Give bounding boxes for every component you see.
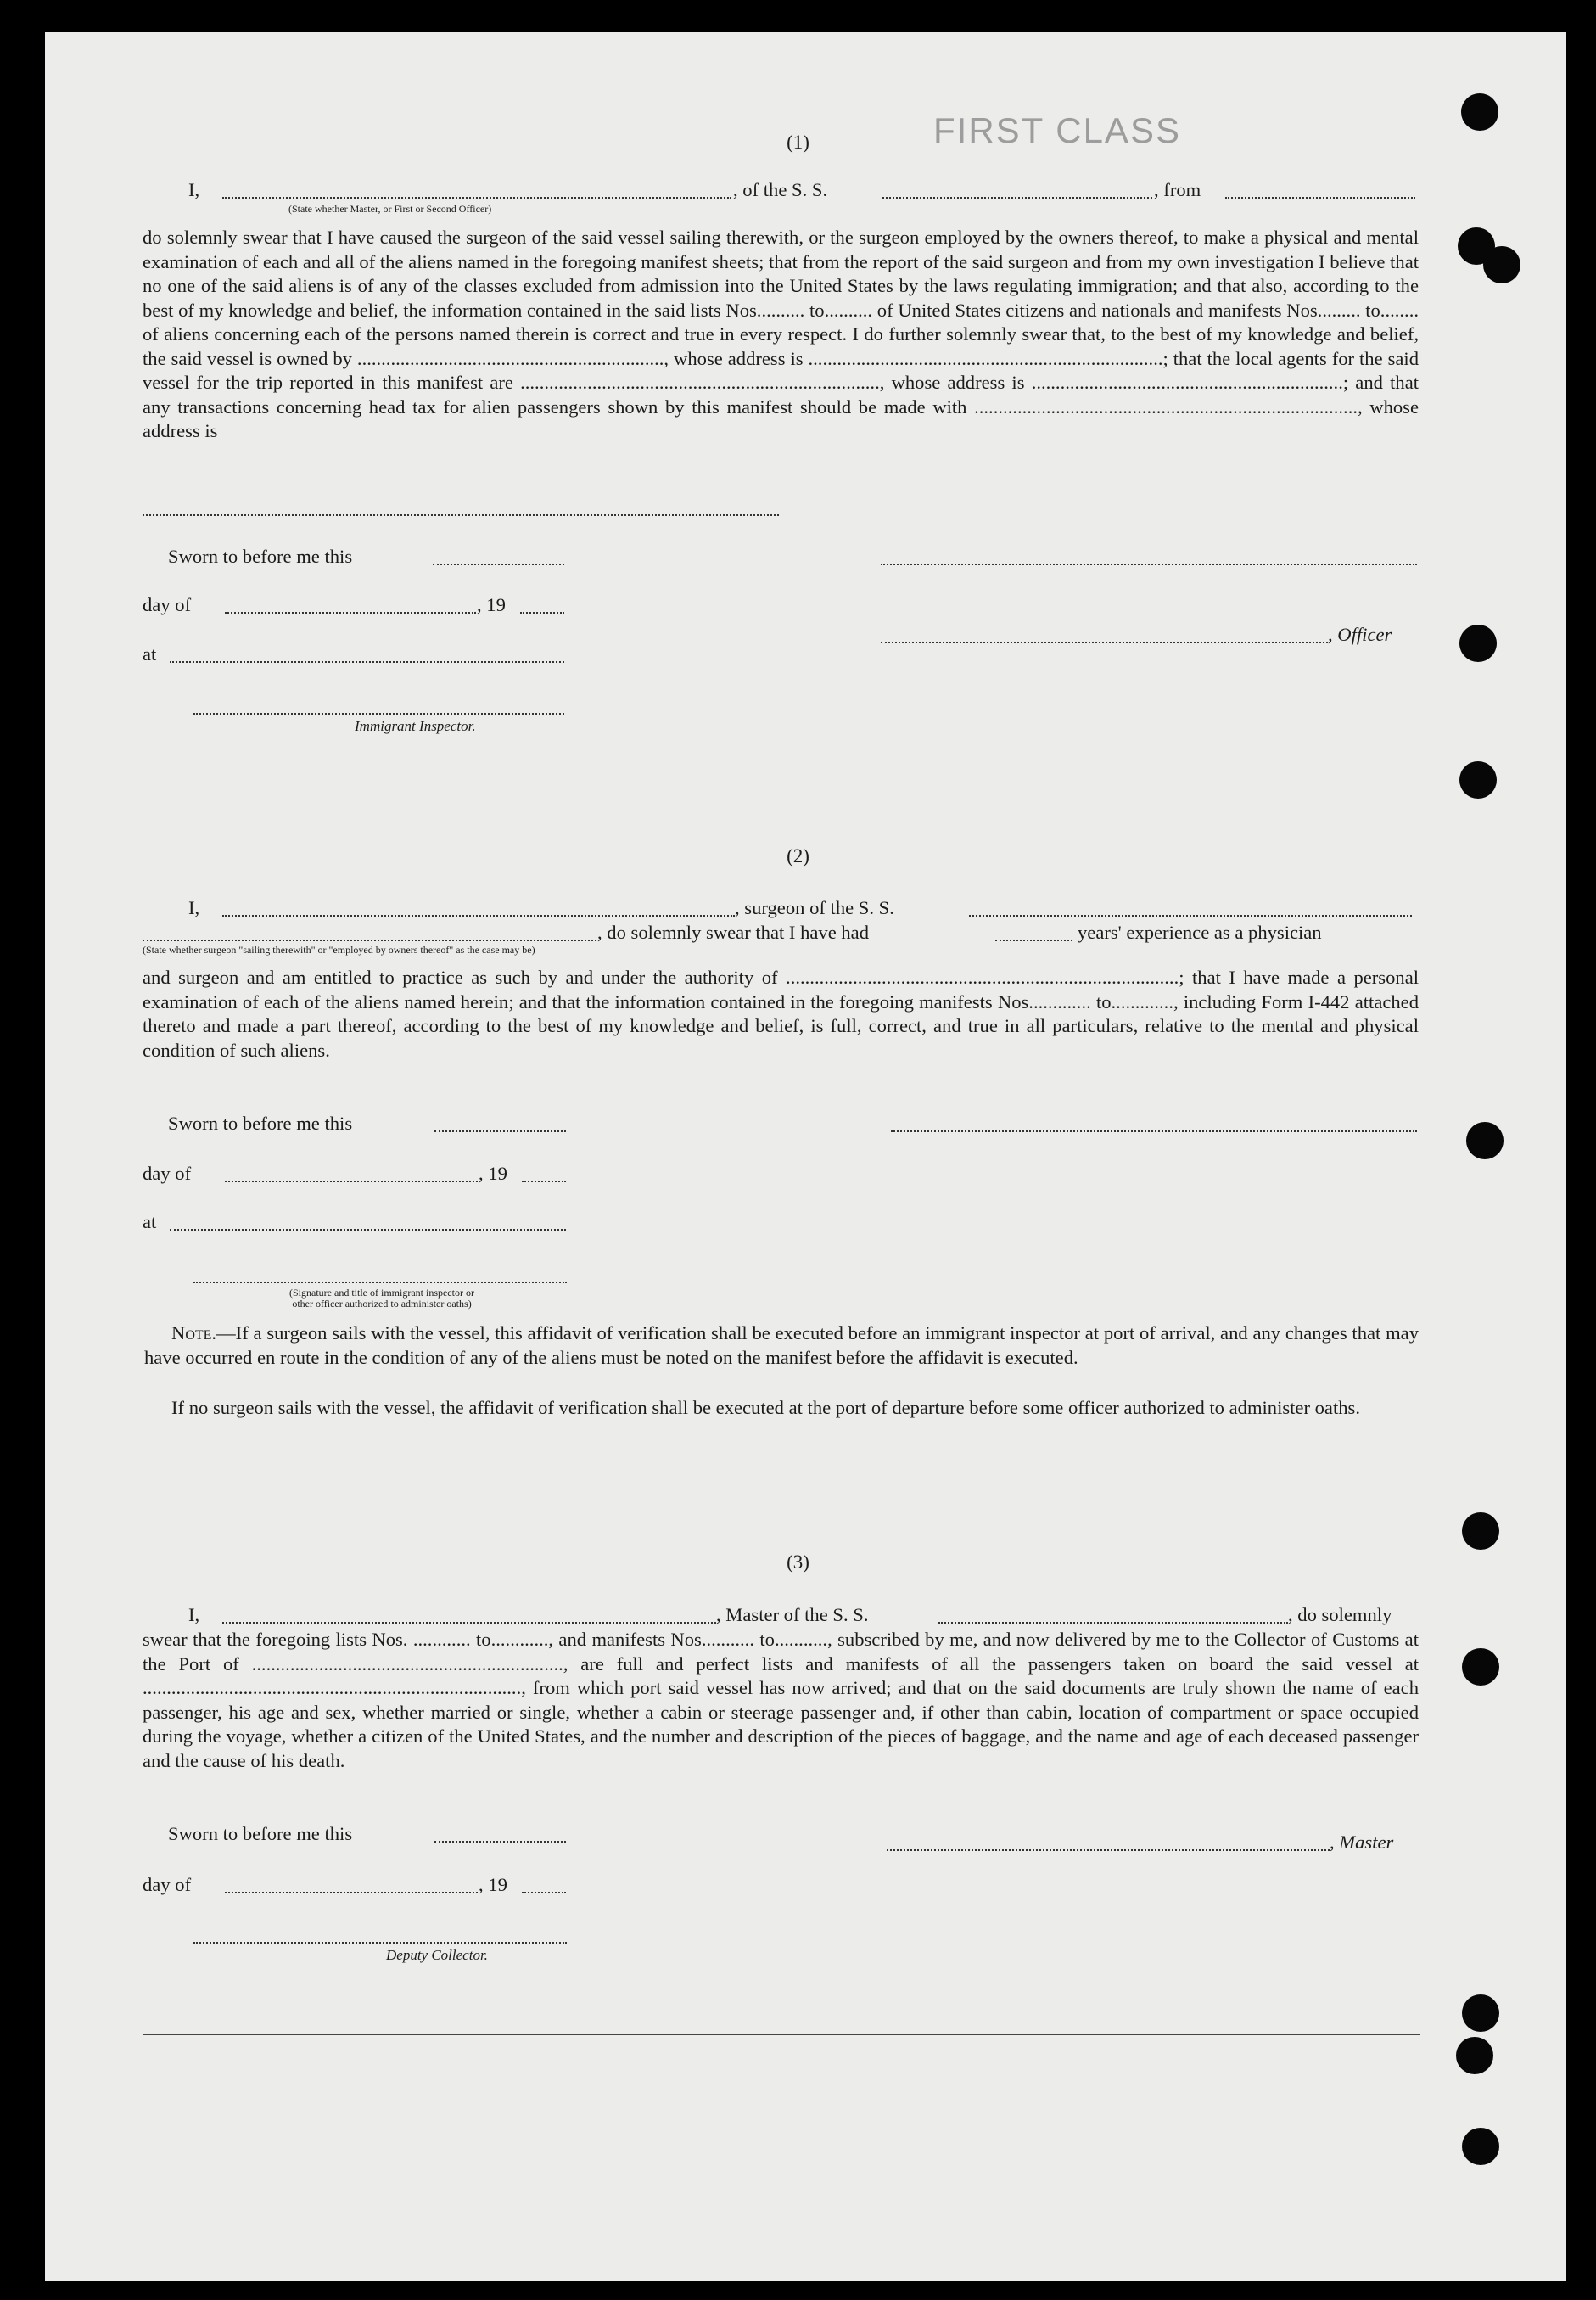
note-paragraph-1 bbox=[144, 1321, 1419, 1370]
section-2-affidavit-text: and surgeon and am entitled to practice as such by and under the authority of ..................................................................................; that I have made a personal examination of each of the aliens named herein; and that the information contained in the foregoing manifests Nos............. to............., including Form I-442 attached thereto and made a part thereof, according to the best of my knowledge and belief, is full, correct, and true in all particulars, relative to the mental and physical condition of such aliens. bbox=[143, 967, 1419, 1061]
at-label-2: at bbox=[143, 1211, 157, 1232]
day-of-label: day of bbox=[143, 594, 192, 615]
signature-hint-2: other officer authorized to administer oaths) bbox=[292, 1298, 472, 1310]
inspector-signature-field[interactable] bbox=[193, 711, 564, 715]
authorized-officer-signature-field[interactable] bbox=[193, 1280, 567, 1283]
surgeon-signature-field[interactable] bbox=[891, 1129, 1417, 1132]
from-port-field[interactable] bbox=[1225, 195, 1415, 199]
years-experience-label: years' experience as a physician bbox=[1078, 922, 1322, 943]
section-1-affidavit-text: do solemnly swear that I have caused the surgeon of the said vessel sailing therewith, or the surgeon employed by the owners thereof, to make a physical and mental examination of each and all of the aliens named in the foregoing manifest sheets; that from the report of the said surgeon and from my own investigation I believe that no one of the said aliens is of any of the classes excluded from admission into the United States by the laws regulating immigration; and that also, according to the best of my knowledge and belief, the information contained in the said lists Nos.......... to.......... of United States citizens and nationals and manifests Nos......... to........ of aliens concerning each of the persons named therein is correct and true in every respect. I do further solemnly swear that, to the best of my knowledge and belief, the said vessel is owned by ................................................................, whose address is ..........................................................................; that the local agents for the said vessel for the trip reported in this manifest are ..........................................................................., whose address is .................................................................; and that any transactions concerning head tax for alien passengers shown by this manifest should be made with ................................................................................, whose address is bbox=[143, 227, 1419, 441]
punch-hole bbox=[1483, 246, 1520, 283]
sworn-label: Sworn to before me this bbox=[168, 546, 353, 567]
year-field-2[interactable] bbox=[522, 1179, 566, 1182]
punch-hole bbox=[1466, 1122, 1504, 1159]
vessel-name-field[interactable] bbox=[882, 195, 1152, 199]
collector-label: Deputy Collector. bbox=[386, 1947, 488, 1963]
month-field[interactable] bbox=[225, 610, 476, 614]
officer-label: , Officer bbox=[1328, 624, 1392, 645]
punch-hole bbox=[1459, 761, 1497, 799]
officer-title-field[interactable] bbox=[881, 640, 1328, 643]
master-name-field[interactable] bbox=[222, 1620, 716, 1624]
section-3-number: (3) bbox=[787, 1551, 809, 1573]
collector-signature-field[interactable] bbox=[193, 1940, 567, 1944]
punch-hole bbox=[1462, 2128, 1499, 2165]
punch-hole bbox=[1462, 1994, 1499, 2032]
year-label-2: , 19 bbox=[479, 1163, 507, 1184]
month-field-3[interactable] bbox=[225, 1890, 478, 1893]
sworn-day-field-3[interactable] bbox=[434, 1839, 566, 1843]
section-2-i: I, bbox=[188, 897, 200, 918]
sworn-day-field-2[interactable] bbox=[434, 1129, 566, 1132]
master-vessel-field[interactable] bbox=[938, 1620, 1288, 1624]
officer-name-field[interactable] bbox=[222, 195, 731, 199]
year-label: , 19 bbox=[477, 594, 506, 615]
sworn-day-field[interactable] bbox=[433, 562, 564, 565]
note-text-1: —If a surgeon sails with the vessel, this affidavit of verification shall be executed before an immigrant inspector at port of arrival, and any changes that may have occurred en route in the condition of any of the aliens must be noted on the manifest before the affidavit is executed. bbox=[144, 1322, 1419, 1368]
year-field[interactable] bbox=[520, 610, 564, 614]
punch-hole bbox=[1456, 2037, 1493, 2074]
section-3-i: I, bbox=[188, 1604, 200, 1625]
bottom-rule bbox=[143, 2034, 1420, 2035]
section-3-affidavit-text: swear that the foregoing lists Nos. ............ to............, and manifests Nos........... to..........., subscribed by me, and now delivered by me to the Collector of Customs at the Port of ................................................................., are full and perfect lists and manifests of all the passengers taken on board the said vessel at ..............................................................................., from which port said vessel has now arrived; and that on the said documents are truly shown the name of each passenger, his age and sex, whether married or single, whether a cabin or steerage passenger and, if other than cabin, location of compartment or space occupied during the voyage, whether a citizen of the United States, and the number and description of the pieces of baggage, and the name and age of each deceased passenger and the cause of his death. bbox=[143, 1629, 1419, 1771]
section-1-number: (1) bbox=[787, 132, 809, 153]
at-label: at bbox=[143, 643, 157, 665]
year-field-3[interactable] bbox=[522, 1890, 566, 1893]
officer-rank-hint: (State whether Master, or First or Second Officer) bbox=[288, 203, 492, 215]
surgeon-vessel-field[interactable] bbox=[969, 913, 1412, 917]
month-field-2[interactable] bbox=[225, 1179, 478, 1182]
officer-signature-field[interactable] bbox=[881, 562, 1417, 565]
sworn-label-3: Sworn to before me this bbox=[168, 1823, 353, 1844]
surgeon-status-field[interactable] bbox=[143, 938, 596, 941]
years-experience-field[interactable] bbox=[995, 938, 1072, 941]
punch-hole bbox=[1459, 625, 1497, 662]
punch-hole bbox=[1461, 93, 1498, 131]
section-1-from: , from bbox=[1154, 179, 1201, 200]
day-of-label-2: day of bbox=[143, 1163, 192, 1184]
surgeon-of-ss: , surgeon of the S. S. bbox=[735, 897, 894, 918]
inspector-label: Immigrant Inspector. bbox=[355, 718, 476, 734]
punch-hole bbox=[1462, 1648, 1499, 1686]
year-label-3: , 19 bbox=[479, 1874, 507, 1895]
note-paragraph-2: If no surgeon sails with the vessel, the affidavit of verification shall be executed at the port of departure before some officer authorized to administer oaths. bbox=[171, 1397, 1360, 1418]
at-place-field[interactable] bbox=[170, 659, 564, 663]
master-swear: , do solemnly bbox=[1288, 1604, 1392, 1625]
section-1-i: I, bbox=[188, 179, 200, 200]
surgeon-status-hint: (State whether surgeon "sailing therewith" or "employed by owners thereof" as the case may be) bbox=[143, 944, 535, 956]
section-2-number: (2) bbox=[787, 845, 809, 867]
agent-address-field[interactable] bbox=[143, 513, 779, 516]
surgeon-swear: , do solemnly swear that I have had bbox=[597, 922, 869, 943]
note-label: Note. bbox=[171, 1322, 217, 1344]
section-1-of-ss: , of the S. S. bbox=[733, 179, 828, 200]
bleed-through-text: FIRST CLASS bbox=[933, 110, 1181, 150]
master-of-ss: , Master of the S. S. bbox=[716, 1604, 869, 1625]
sworn-label-2: Sworn to before me this bbox=[168, 1113, 353, 1134]
at-place-field-2[interactable] bbox=[170, 1227, 566, 1231]
master-signature-field[interactable] bbox=[887, 1848, 1330, 1851]
master-label: , Master bbox=[1330, 1832, 1394, 1853]
surgeon-name-field[interactable] bbox=[222, 913, 735, 917]
punch-hole bbox=[1462, 1512, 1499, 1550]
day-of-label-3: day of bbox=[143, 1874, 192, 1895]
signature-hint-1: (Signature and title of immigrant inspector or bbox=[289, 1287, 474, 1299]
